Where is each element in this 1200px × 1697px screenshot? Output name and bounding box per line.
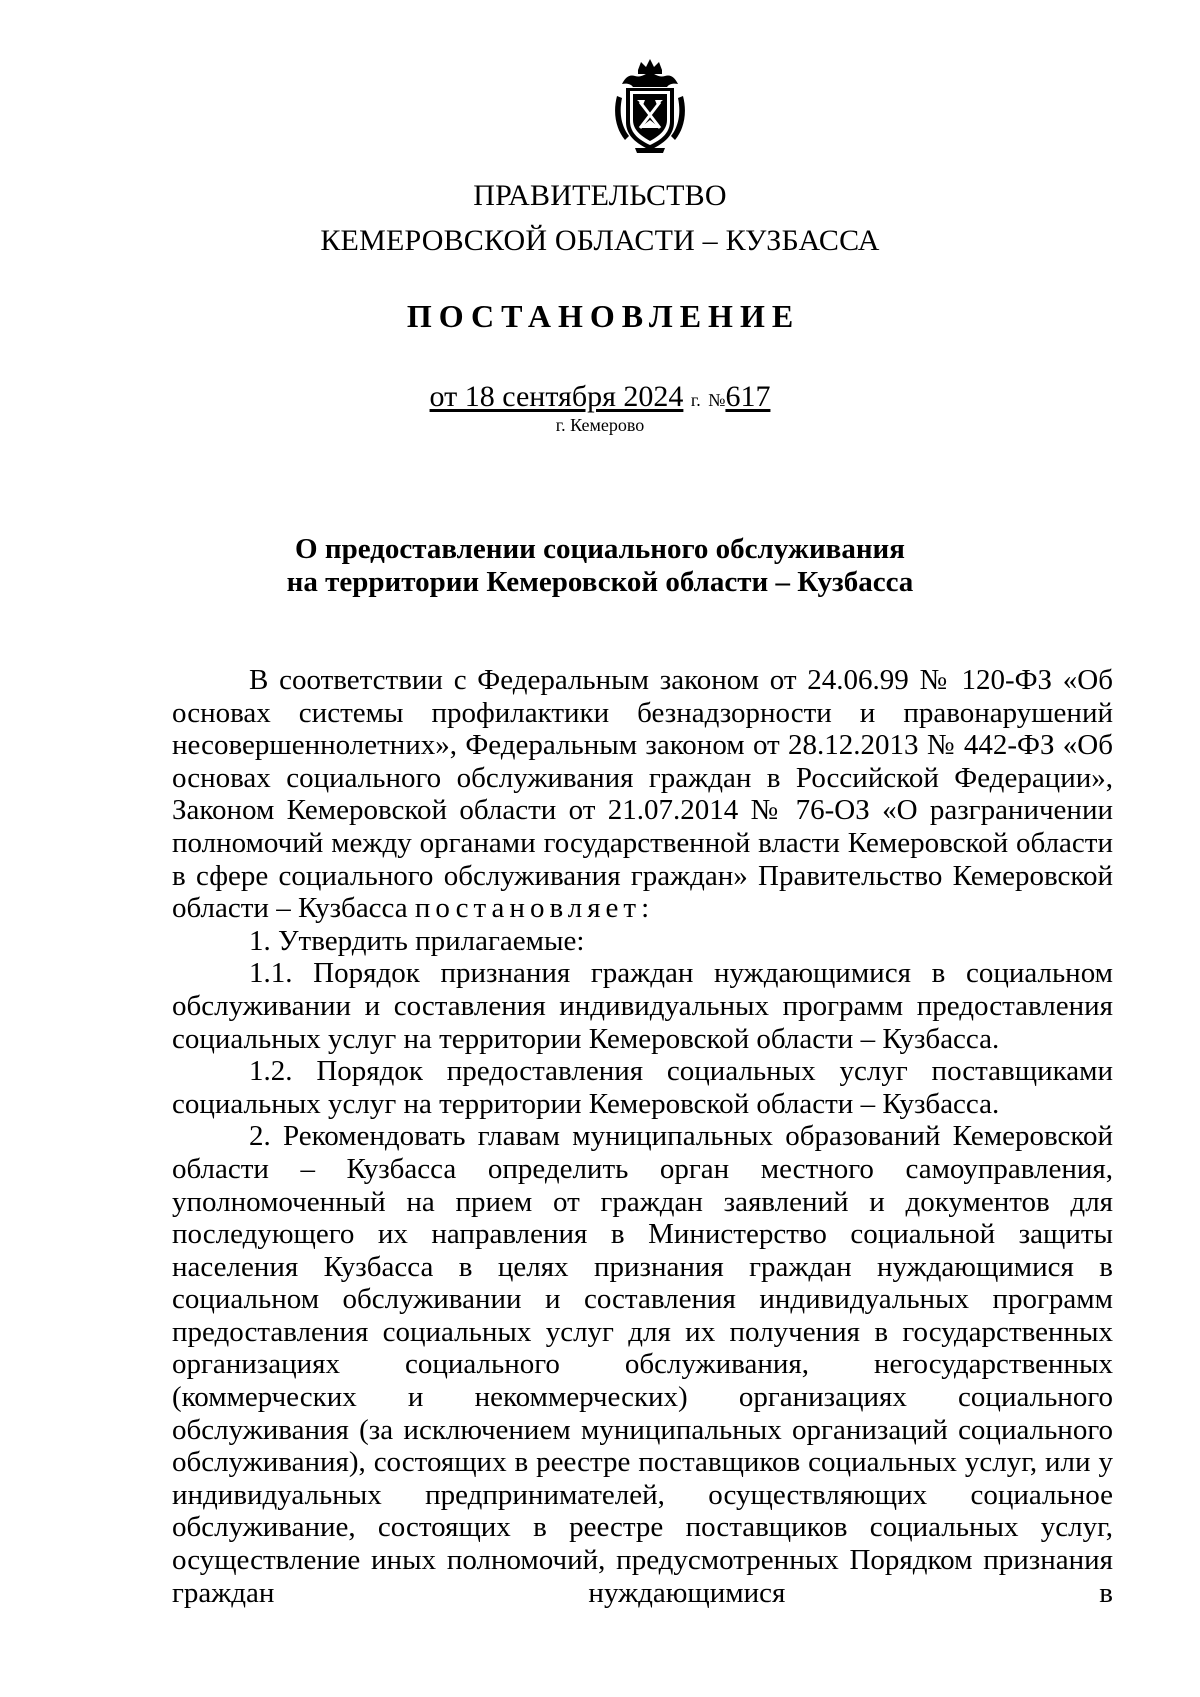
item-1-1: 1.1. Порядок признания граждан нуждающимися в социальном обслуживании и составления индивидуальных программ предоставления социальных услуг на территории Кемеровской области – Кузбасса. bbox=[172, 957, 1113, 1055]
document-number: 617 bbox=[725, 380, 771, 413]
document-title bbox=[0, 533, 1200, 599]
document-title-line2: на территории Кемеровской области – Кузбасса bbox=[286, 566, 914, 598]
document-type-heading: ПОСТАНОВЛЕНИЕ bbox=[406, 298, 801, 334]
preamble-paragraph bbox=[172, 664, 1113, 925]
item-1: 1. Утвердить прилагаемые: bbox=[249, 924, 585, 957]
preamble-text: В соответствии с Федеральным законом от 24.06.99 № 120-ФЗ «Об основах системы профилактики безнадзорности и правонарушений несовершеннолетних», Федеральным законом от 28.12.2013 № 442-ФЗ «Об основах социального обслуживания граждан в Российской Федерации», Законом Кемеровской области от 21.07.2014 № 76-ОЗ «О разграничении полномочий между органами государственной власти Кемеровской области в сфере социального обслуживания граждан» Правительство Кемеровской области – Кузбасса bbox=[172, 664, 1113, 925]
document-body bbox=[172, 664, 1113, 1609]
government-name-line1: ПРАВИТЕЛЬСТВО bbox=[473, 179, 727, 212]
item-2: 2. Рекомендовать главам муниципальных образований Кемеровской области – Кузбасса определить орган местного самоуправления, уполномоченный на прием от граждан заявлений и документов для последующего их направления в Министерство социальной защиты населения Кузбасса в целях признания граждан нуждающимися в социальном обслуживании и составления индивидуальных программ предоставления социальных услуг для их получения в государственных организациях социального обслуживания, негосударственных (коммерческих и некоммерческих) организациях социального обслуживания (за исключением муниципальных организаций социального обслуживания), состоящих в реестре поставщиков социальных услуг, или у индивидуальных предпринимателей, осуществляющих социальное обслуживание, состоящих в реестре поставщиков социальных услуг, осуществление иных полномочий, предусмотренных Порядком признания граждан нуждающимися в bbox=[172, 1120, 1113, 1609]
coat-of-arms-emblem bbox=[605, 56, 695, 156]
date-number-line bbox=[0, 379, 1200, 418]
city-name: г. Кемерово bbox=[555, 415, 645, 435]
document-title-line1: О предоставлении социального обслуживания bbox=[295, 533, 905, 565]
decree-word: постановляет bbox=[414, 892, 642, 925]
item-1-2: 1.2. Порядок предоставления социальных услуг поставщиками социальных услуг на территории Кемеровской области – Кузбасса. bbox=[172, 1055, 1113, 1120]
government-name-line2: КЕМЕРОВСКОЙ ОБЛАСТИ – КУЗБАССА bbox=[320, 224, 880, 257]
date-year-suffix: г. bbox=[690, 390, 701, 410]
decree-colon: : bbox=[641, 892, 650, 925]
document-date: от 18 сентября 2024 bbox=[429, 380, 684, 413]
number-sign: № bbox=[708, 390, 726, 410]
